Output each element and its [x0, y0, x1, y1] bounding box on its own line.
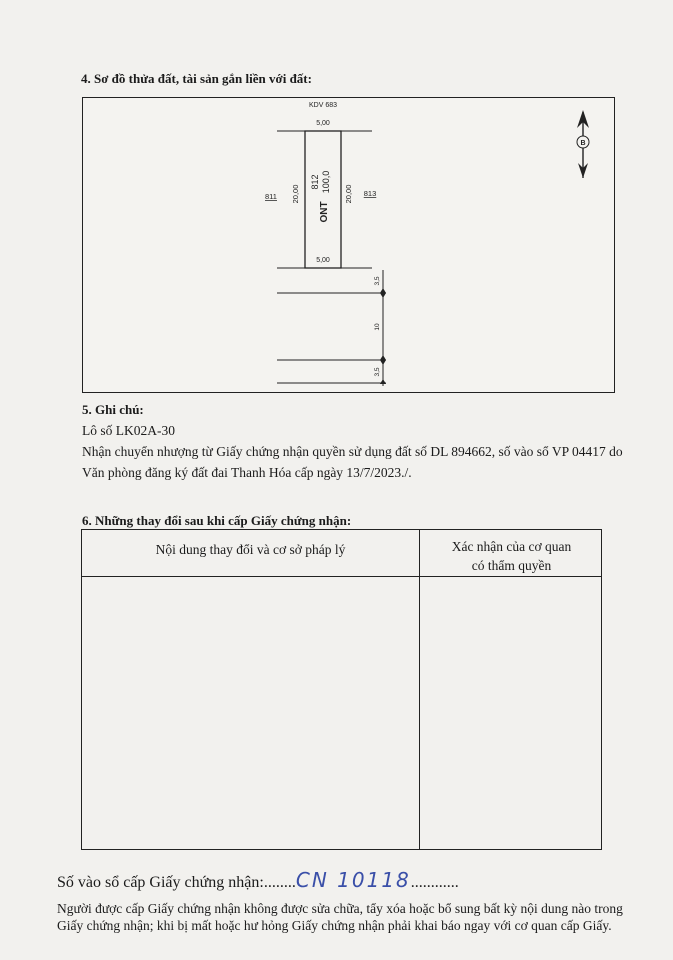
dim-arrow-1	[380, 288, 386, 293]
column-header-content: Nội dung thay đổi và cơ sở pháp lý	[155, 542, 346, 557]
top-width-label: 5,00	[316, 120, 330, 127]
parcel-diagram-svg	[83, 98, 614, 392]
table-header-divider	[82, 576, 601, 577]
register-dots-after: ............	[410, 874, 459, 891]
dim-arrow-3	[380, 355, 386, 360]
bottom-width-label: 5,00	[316, 257, 330, 264]
column-header-confirmation	[420, 537, 603, 575]
changes-table	[81, 529, 602, 850]
note-line-2: Nhận chuyển nhượng từ Giấy chứng nhận quyền sử dụng đất số DL 894662, số vào sổ VP 04417 do	[82, 444, 623, 459]
note-line-3: Văn phòng đăng ký đất đai Thanh Hóa cấp ngày 13/7/2023./.	[82, 465, 412, 480]
column-header-confirmation-line-2: có thẩm quyền	[471, 558, 552, 573]
right-length-label: 20,00	[344, 184, 353, 204]
parcel-number-label: 812	[310, 174, 320, 190]
parcel-outline	[305, 131, 341, 268]
section-4-title: 4. Sơ đồ thửa đất, tài sản gắn liền với đất:	[81, 71, 312, 86]
dim-arrow-5	[380, 379, 386, 384]
right-neighbor-label: 813	[363, 189, 377, 198]
parcel-diagram	[82, 97, 615, 393]
register-dots-before: ........	[263, 874, 296, 891]
parcel-area-label: 100,0	[321, 170, 331, 194]
register-number-line	[57, 868, 459, 892]
register-number: CN 10118	[295, 868, 411, 892]
dim-a-label: 3,5	[374, 276, 381, 286]
warning-text: Người được cấp Giấy chứng nhận không được sửa chữa, tẩy xóa hoặc bổ sung bất kỳ nội dung nào trong Giấy chứng nhận; khi bị mất hoặc hư hỏng Giấy chứng nhận phải khai báo ngay với cơ quan cấp Giấy.	[57, 901, 623, 933]
north-marker-label: B	[580, 140, 586, 147]
left-length-label: 20,00	[291, 184, 300, 204]
section-6-title: 6. Những thay đổi sau khi cấp Giấy chứng nhận:	[82, 513, 352, 528]
register-label: Số vào sổ cấp Giấy chứng nhận:	[57, 874, 264, 891]
column-header-confirmation-line-1: Xác nhận của cơ quan	[451, 539, 572, 554]
land-type-label: ONT	[319, 201, 330, 223]
note-line-1: Lô số LK02A-30	[82, 423, 175, 438]
section-5-title: 5. Ghi chú:	[82, 402, 144, 417]
dim-c-label: 3,5	[374, 367, 381, 377]
dim-b-label: 10	[374, 323, 381, 331]
road-label: KDV 683	[308, 102, 338, 109]
dim-arrow-2	[380, 293, 386, 298]
table-column-divider	[419, 530, 420, 849]
dim-arrow-4	[380, 360, 386, 365]
left-neighbor-label: 811	[265, 192, 277, 201]
